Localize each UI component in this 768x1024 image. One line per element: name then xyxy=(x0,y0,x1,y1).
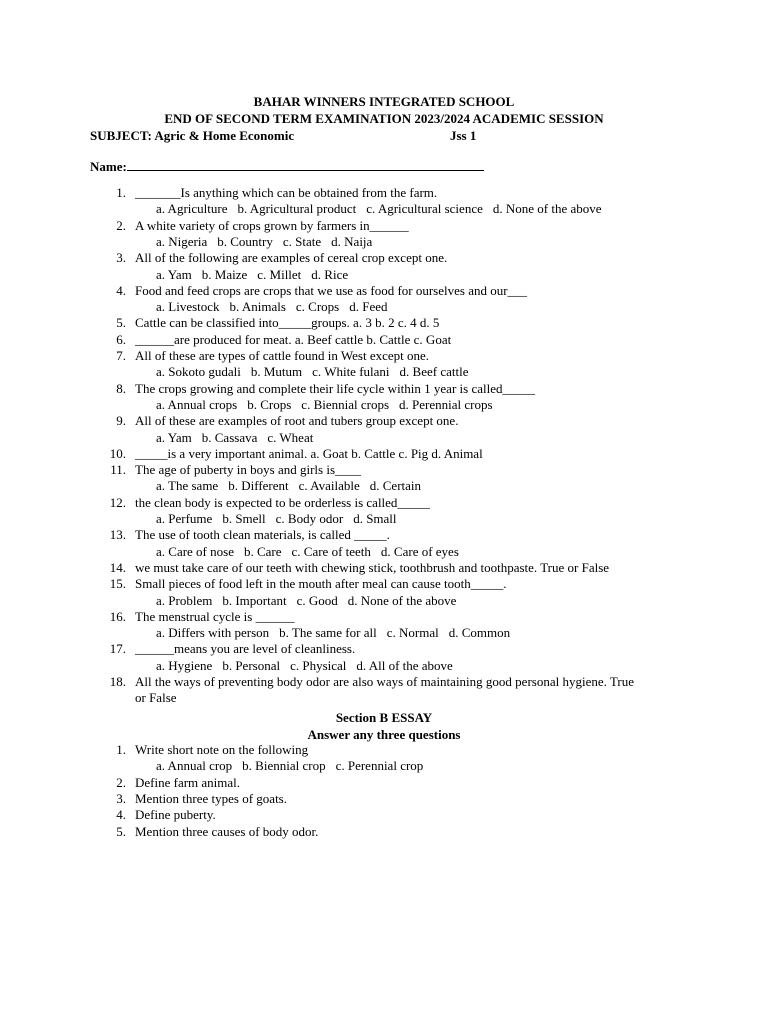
option: b. Country xyxy=(217,233,273,249)
question-number: 9. xyxy=(116,413,126,429)
question-number: 1. xyxy=(116,742,126,757)
question-text: All the ways of preventing body odor are also ways of maintaining good personal hygiene. True xyxy=(135,674,634,689)
option: b. Agricultural product xyxy=(237,201,357,217)
question-number: 14. xyxy=(109,559,126,575)
option: a. Annual crop xyxy=(156,758,233,774)
options-row xyxy=(156,201,602,217)
option: d. Perennial crops xyxy=(399,396,493,412)
question-number: 5. xyxy=(116,823,126,839)
options-row xyxy=(156,625,510,641)
option: d. None of the above xyxy=(492,201,602,217)
option: c. White fulani xyxy=(312,364,390,380)
option: d. Naija xyxy=(331,233,373,249)
option: c. Good xyxy=(296,592,338,608)
question-number: 15. xyxy=(109,576,126,592)
options-row xyxy=(156,658,453,674)
options-row xyxy=(156,511,397,527)
school-name: BAHAR WINNERS INTEGRATED SCHOOL xyxy=(253,94,515,109)
option: a. Problem xyxy=(156,592,213,608)
question-text: Mention three causes of body odor. xyxy=(135,823,319,839)
option: c. Crops xyxy=(295,299,340,315)
name-label: Name: xyxy=(90,159,127,174)
option: b. Mutum xyxy=(250,364,303,380)
section-b-instruction: Answer any three questions xyxy=(307,727,461,742)
option: d. All of the above xyxy=(356,657,453,673)
question-text: ______means you are level of cleanliness. xyxy=(135,641,356,657)
question-number: 2. xyxy=(116,774,126,790)
question-text: Cattle can be classified into_____groups. a. 3 b. 2 c. 4 d. 5 xyxy=(135,315,440,331)
option: b. The same for all xyxy=(279,625,377,641)
option: a. The same xyxy=(156,478,219,494)
question-number: 8. xyxy=(116,380,126,396)
question-text: ______are produced for meat. a. Beef cattle b. Cattle c. Goat xyxy=(135,331,452,347)
question-text: we must take care of our teeth with chewing stick, toothbrush and toothpaste. True or False xyxy=(135,559,610,575)
option: b. Personal xyxy=(222,657,281,673)
option: d. Beef cattle xyxy=(399,364,469,380)
option: c. Agricultural science xyxy=(366,201,483,217)
option: c. State xyxy=(282,233,322,249)
options-row xyxy=(156,364,468,380)
question-number: 2. xyxy=(116,217,126,233)
option: d. Common xyxy=(448,625,511,641)
options-row xyxy=(156,593,456,609)
options-row xyxy=(156,234,372,250)
section-b-title: Section B ESSAY xyxy=(335,710,433,725)
options-row xyxy=(156,299,388,315)
question-text: The use of tooth clean materials, is called _____. xyxy=(135,527,390,543)
option: d. None of the above xyxy=(347,592,457,608)
question-text: The age of puberty in boys and girls is____ xyxy=(135,462,362,478)
question-number: 17. xyxy=(109,641,126,657)
option: b. Animals xyxy=(229,299,286,315)
question-text: The menstrual cycle is ______ xyxy=(135,608,295,624)
question-number: 13. xyxy=(109,527,126,543)
question-text: Mention three types of goats. xyxy=(135,790,287,806)
question-number: 16. xyxy=(109,608,126,624)
question-text: All of these are examples of root and tubers group except one. xyxy=(135,413,459,429)
option: d. Certain xyxy=(369,478,422,494)
option: c. Millet xyxy=(257,266,302,282)
option: d. Rice xyxy=(311,266,349,282)
option: b. Different xyxy=(228,478,289,494)
option: a. Nigeria xyxy=(156,233,208,249)
name-field xyxy=(90,157,484,175)
question-number: 5. xyxy=(116,315,126,331)
option: a. Perfume xyxy=(156,511,213,526)
option: b. Crops xyxy=(247,396,292,412)
subject-label: SUBJECT: Agric & Home Economic xyxy=(90,128,295,143)
option: d. Care of eyes xyxy=(380,543,459,559)
question-text: _____is a very important animal. a. Goat b. Cattle c. Pig d. Animal xyxy=(135,445,483,461)
option: b. Care xyxy=(243,543,282,559)
option: a. Annual crops xyxy=(156,396,238,412)
question-text: the clean body is expected to be orderless is called_____ xyxy=(135,494,430,510)
question-number: 3. xyxy=(116,790,126,806)
option: b. Maize xyxy=(201,266,248,282)
question-text: or False xyxy=(135,690,177,706)
option: b. Smell xyxy=(222,511,266,526)
option: d. Feed xyxy=(349,299,388,315)
option: a. Yam xyxy=(156,266,192,282)
option: a. Livestock xyxy=(156,299,220,315)
option: b. Biennial crop xyxy=(242,758,326,774)
exam-title: END OF SECOND TERM EXAMINATION 2023/2024 ACADEMIC SESSION xyxy=(164,111,604,126)
question-number: 12. xyxy=(109,494,126,510)
option: b. Important xyxy=(222,592,287,608)
question-text: All of the following are examples of cereal crop except one. xyxy=(135,250,448,266)
option: a. Care of nose xyxy=(156,543,234,559)
question-text: Food and feed crops are crops that we use as food for ourselves and our___ xyxy=(135,282,528,298)
question-number: 6. xyxy=(116,331,126,347)
question-number: 3. xyxy=(116,250,126,266)
question-text: Small pieces of food left in the mouth after meal can cause tooth_____. xyxy=(135,576,507,592)
options-row xyxy=(156,758,423,774)
question-text: Define puberty. xyxy=(135,807,216,823)
question-text: _______Is anything which can be obtained from the farm. xyxy=(135,185,438,200)
option: a. Agriculture xyxy=(156,201,228,217)
class-label: Jss 1 xyxy=(450,128,477,143)
option: a. Hygiene xyxy=(156,657,213,673)
options-row xyxy=(156,397,493,413)
question-number: 18. xyxy=(109,674,126,689)
question-text: All of these are types of cattle found in West except one. xyxy=(135,348,430,363)
options-row xyxy=(156,544,459,560)
option: d. Small xyxy=(353,511,397,526)
question-number: 4. xyxy=(116,807,126,823)
option: c. Care of teeth xyxy=(291,543,371,559)
question-number: 10. xyxy=(109,445,126,461)
question-number: 11. xyxy=(110,462,126,478)
question-text: Write short note on the following xyxy=(135,742,309,757)
question-number: 1. xyxy=(116,185,126,200)
name-blank-line xyxy=(127,157,484,171)
subject-line xyxy=(90,128,477,144)
option: c. Physical xyxy=(290,657,347,673)
question-text: A white variety of crops grown by farmers in______ xyxy=(135,217,409,233)
option: c. Normal xyxy=(386,625,439,641)
option: c. Biennial crops xyxy=(301,396,390,412)
option: a. Sokoto gudali xyxy=(156,364,241,380)
option: a. Differs with person xyxy=(156,625,270,641)
options-row xyxy=(156,267,348,283)
option: a. Yam xyxy=(156,429,192,445)
option: c. Perennial crop xyxy=(335,758,424,774)
option: c. Available xyxy=(298,478,360,494)
options-row xyxy=(156,430,313,446)
option: c. Wheat xyxy=(267,429,314,445)
option: b. Cassava xyxy=(201,429,258,445)
question-text: Define farm animal. xyxy=(135,774,241,790)
option: c. Body odor xyxy=(275,511,344,526)
options-row xyxy=(156,478,421,494)
question-text: The crops growing and complete their life cycle within 1 year is called_____ xyxy=(135,380,535,396)
question-number: 4. xyxy=(116,282,126,298)
question-number: 7. xyxy=(116,348,126,363)
